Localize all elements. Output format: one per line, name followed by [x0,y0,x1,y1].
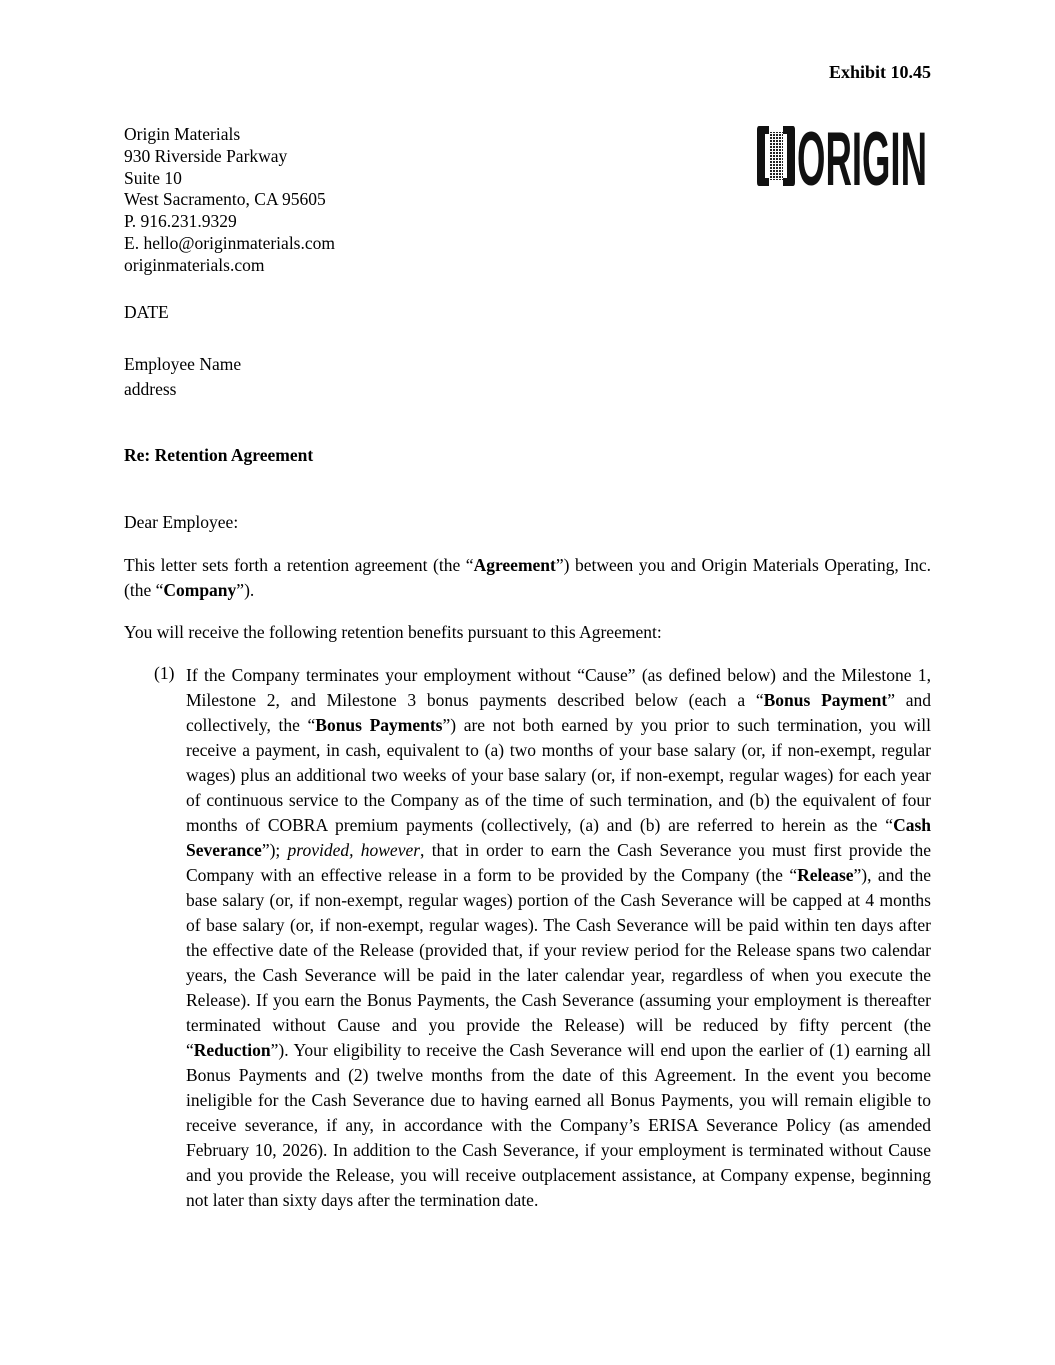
term-bonus-payments: Bonus Payments [315,715,443,735]
company-city: West Sacramento, CA 95605 [124,189,326,210]
item-text-7: ”). Your eligibility to receive the Cash Severance will end upon the earlier of (1) earning all Bonus Payments and (2) twelve months from the date of this Agreement. In the event you become ineligible for the Cash Severance due to having earned all Bonus Payments, you will remain eligible to receive severance, if any, in accordance with the Company’s ERISA Severance Policy (as amended February 10, 2026). In addition to the Cash Severance, if your employment is terminated without Cause and you provide the Release, you will receive outplacement assistance, at Company expense, beginning not later than sixty days after the termination date. [186,1040,931,1210]
company-email: E. hello@originmaterials.com [124,232,335,253]
company-phone: P. 916.231.9329 [124,211,237,232]
item-text-6: ”), and the base salary (or, if non-exempt, regular wages) portion of the Cash Severance will be capped at 4 months of base salary (or, if non-exempt, regular wages). The Cash Severance will be paid within ten days after the effective date of the Release (provided that, if your review period for the Release spans two calendar years, the Cash Severance will be paid in the later calendar year, regardless of when you execute the Release). If you earn the Bonus Payments, the Cash Severance (assuming your employment is thereafter terminated without Cause and you provide the Release) will be reduced by fifty percent (the “ [186,865,931,1060]
item-text-5: , that in order to earn the Cash Severance you must first provide the Company with an effective release in a form to be provided by the Company (the “ [186,840,932,885]
item-text-1: If the Company terminates your employment without “Cause” (as defined below) and the Milestone 1, Milestone 2, and Milestone 3 bonus payments described below (each a “ [186,665,931,710]
salutation: Dear Employee: [124,512,239,532]
subject-line: Re: Retention Agreement [124,445,314,465]
intro-text-2: ”) between you and Origin Materials Operating, Inc. (the “ [124,555,931,600]
recipient-name: Employee Name [124,354,242,374]
letter-date: DATE [124,302,169,322]
origin-logo [755,117,930,202]
recipient-address: address [124,379,177,399]
recipient-block [124,352,241,402]
exhibit-number: Exhibit 10.45 [828,62,931,82]
item-text-3: ”) are not both earned by you prior to such termination, you will receive a payment, in cash, equivalent to (a) two months of your base salary (or, if non-exempt, regular wages) plus an additional two weeks of your base salary (or, if non-exempt, regular wages) for each year of continuous service to the Company as of the time of such termination, and (b) the equivalent of four months of COBRA premium payments (collectively, (a) and (b) are referred to herein as the “ [186,715,932,835]
item-text-4: ”); [261,840,288,860]
term-release: Release [797,865,854,885]
item-number: (1) [154,663,175,683]
company-suite: Suite 10 [124,167,182,188]
term-company: Company [163,580,237,600]
company-street: 930 Riverside Parkway [124,145,288,166]
logo-text: ORIGIN [797,117,927,202]
term-agreement: Agreement [473,555,556,575]
term-reduction: Reduction [193,1040,271,1060]
term-cash-severance: Cash Severance [186,815,931,860]
intro-text-3: ”). [236,580,255,600]
intro-paragraph [124,553,931,603]
company-website: originmaterials.com [124,254,265,275]
item-text-2: ” and collectively, the “ [186,690,931,735]
item-text [186,663,931,1213]
company-name: Origin Materials [124,124,241,144]
proviso-italic: provided, however [287,840,421,860]
intro-text-1: This letter sets forth a retention agreement (the “ [124,555,474,575]
list-item [124,663,931,1213]
term-bonus-payment: Bonus Payment [763,690,888,710]
company-address [124,124,335,277]
benefits-intro: You will receive the following retention benefits pursuant to this Agreement: [124,622,662,642]
